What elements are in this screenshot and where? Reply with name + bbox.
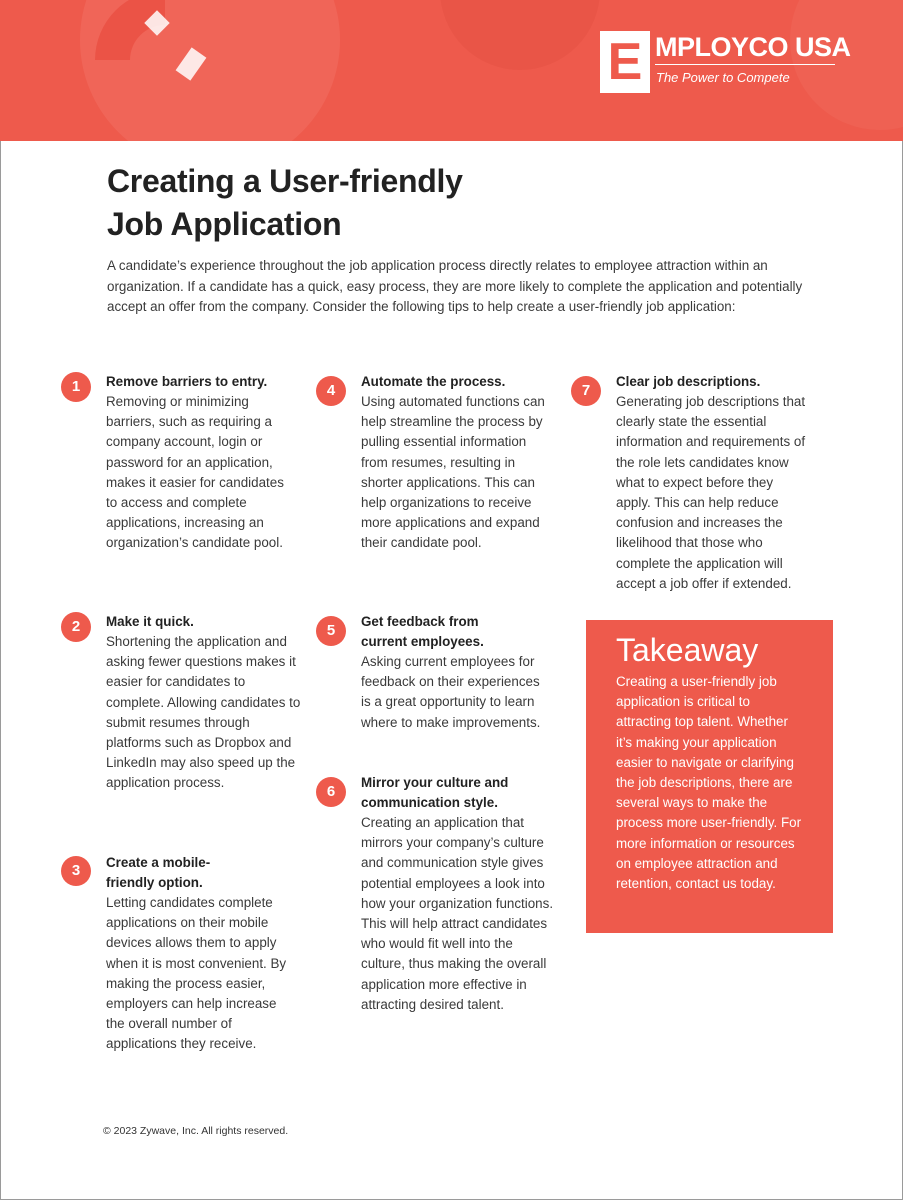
tip-body: Removing or minimizing barriers, such as requiring a company account, login or password for an application, makes it easier for candidates to access and complete applications, increasing an organization’s candidate pool. [106,394,284,551]
tip-body: Creating an application that mirrors your company’s culture and communication style gives potential employees a look into how your organization functions. This will help attract candidates who would fit well into the culture, thus making the overall application more effective in attracting desired talent. [361,815,554,1012]
takeaway-heading: Takeaway [616,632,759,668]
tip-title [106,853,306,893]
tip-title [106,372,306,392]
tip-body: Using automated functions can help streamline the process by pulling essential information from resumes, resulting in shorter applications. This can help organizations to receive more applications and expand their candidate pool. [361,394,545,551]
tip-7 [581,372,816,594]
logo-divider [655,64,835,65]
tip-number-badge: 4 [316,376,346,406]
tip-number-badge: 5 [316,616,346,646]
tip-number-badge: 6 [316,777,346,807]
tip-body: Letting candidates complete applications on their mobile devices allows them to apply when it is most convenient. By making the process easier, employers can help increase the overall number of applications they receive. [106,895,287,1052]
tip-2 [71,612,306,794]
tip-title-line: Automate the process. [361,374,506,389]
tip-body: Asking current employees for feedback on their experiences is a great opportunity to learn where to make improvements. [361,654,541,730]
tip-title-line: communication style. [361,795,498,810]
logo-letter: E [607,33,643,91]
tip-number-badge: 1 [61,372,91,402]
tip-5 [326,612,561,733]
tip-3 [71,853,306,1055]
takeaway-box [586,620,833,933]
tip-title-line: current employees. [361,634,484,649]
tip-title-line: Mirror your culture and [361,775,509,790]
tip-1 [71,372,306,554]
tip-title [616,372,816,392]
brand-name: MPLOYCO USA [655,32,851,62]
brand-logo [600,31,851,93]
page-title-line: Job Application [107,206,342,242]
brand-tagline: The Power to Compete [656,70,790,85]
tip-body: Shortening the application and asking fewer questions makes it easier for candidates to complete. Allowing candidates to submit resumes through platforms such as Dropbox and LinkedIn may also speed up the application process. [106,634,301,791]
tip-title-line: Remove barriers to entry. [106,374,268,389]
takeaway-body: Creating a user-friendly job application is critical to attracting top talent. Whether it’s making your application easier to navigate or clarifying the job descriptions, there are several ways to make the process more user-friendly. For more information or resources on employee attraction and retention, contact us today. [616,674,802,892]
header-banner [0,0,903,141]
page-title-line: Creating a User-friendly [107,163,463,199]
tip-6 [326,773,561,1015]
tip-title-line: Get feedback from [361,614,479,629]
tip-title [361,372,561,392]
page-title [107,160,607,246]
tip-number-badge: 3 [61,856,91,886]
tip-title [361,612,561,652]
tip-number-badge: 7 [571,376,601,406]
tip-body: Generating job descriptions that clearly state the essential information and requirements of the role lets candidates know what to expect before they apply. This can help reduce confusion and increases the likelihood that those who complete the application will accept a job offer if extended. [616,394,806,591]
tip-title [106,612,306,632]
tip-title-line: friendly option. [106,875,203,890]
tip-4 [326,372,561,554]
copyright-footer: © 2023 Zywave, Inc. All rights reserved. [103,1125,289,1137]
tip-title-line: Create a mobile- [106,855,211,870]
intro-paragraph: A candidate’s experience throughout the job application process directly relates to employee attraction within an organization. If a candidate has a quick, easy process, they are more likely to complete the application and potentially accept an offer from the company. Consider the following tips to help create a user-friendly job application: [107,258,803,314]
tip-title-line: Make it quick. [106,614,194,629]
tip-title [361,773,561,813]
tip-title-line: Clear job descriptions. [616,374,761,389]
logo-mark [600,31,650,93]
tip-number-badge: 2 [61,612,91,642]
